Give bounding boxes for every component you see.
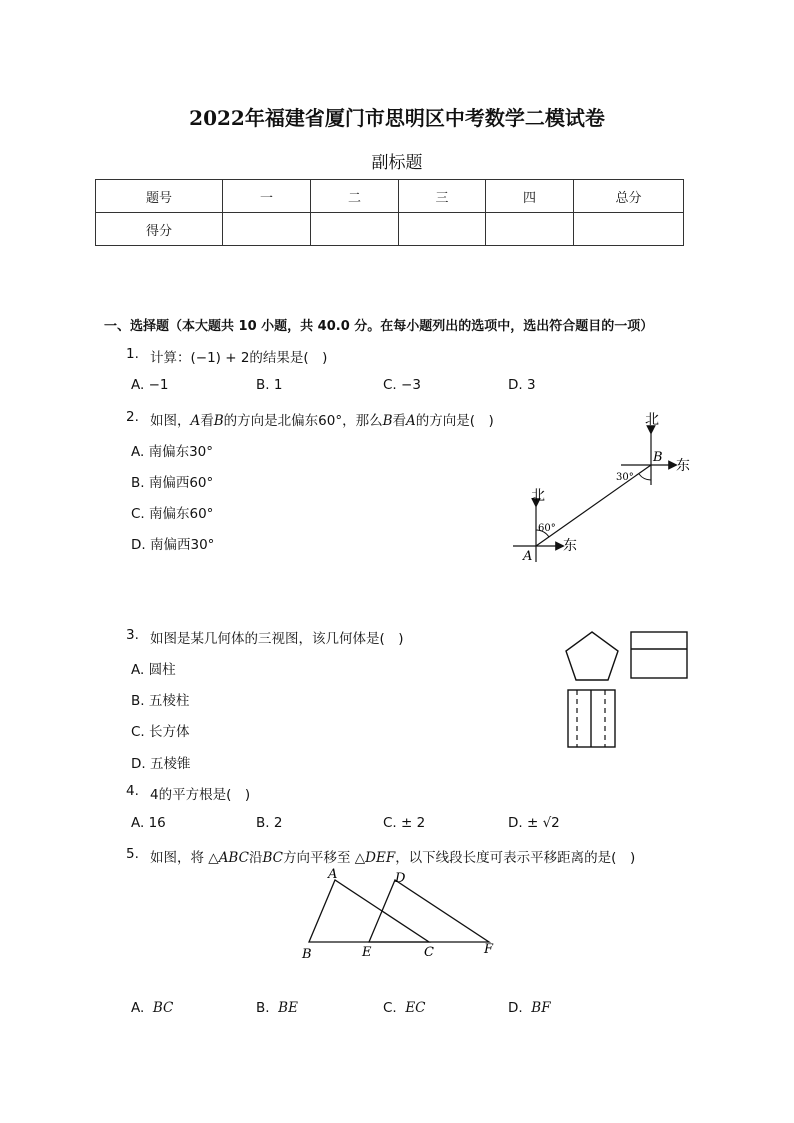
question-3-option-a: A. 圆柱 xyxy=(131,662,176,678)
east-label-a: 东 xyxy=(563,538,577,554)
question-2-option-a: A. 南偏东30° xyxy=(131,444,214,460)
score-cell-empty xyxy=(223,213,311,246)
point-label-a: A xyxy=(523,549,533,564)
question-1-option-c: C. −3 xyxy=(383,377,421,393)
question-3-number: 3. xyxy=(126,627,139,643)
question-2-option-b: B. 南偏西60° xyxy=(131,475,214,491)
score-cell-empty xyxy=(399,213,486,246)
question-4-number: 4. xyxy=(126,783,139,799)
point-label-d: D xyxy=(395,871,406,886)
question-4-option-a: A. 16 xyxy=(131,815,166,831)
question-5-figure xyxy=(295,866,510,966)
triangle-abc xyxy=(309,880,429,942)
point-label-b: B xyxy=(653,450,663,465)
question-1-number: 1. xyxy=(126,346,139,362)
score-table-score-row xyxy=(96,213,684,246)
question-3-option-c: C. 长方体 xyxy=(131,724,190,740)
question-4-option-d: D. ± √2 xyxy=(508,815,560,831)
question-5-option-c: C. EC xyxy=(383,1000,426,1016)
question-2-stem: 如图，A看B的方向是北偏东60°，那么B看A的方向是( ) xyxy=(150,413,494,429)
score-cell-empty xyxy=(486,213,574,246)
score-cell: 三 xyxy=(399,180,486,213)
point-label-a: A xyxy=(328,867,338,882)
question-5-option-d: D. BF xyxy=(508,1000,551,1016)
question-4-stem: 4的平方根是( ) xyxy=(150,787,251,803)
score-table xyxy=(95,179,684,246)
north-label-a: 北 xyxy=(531,488,545,504)
score-cell: 二 xyxy=(311,180,399,213)
question-5-number: 5. xyxy=(126,846,139,862)
north-label-b: 北 xyxy=(645,412,659,428)
score-cell: 得分 xyxy=(96,213,223,246)
point-label-e: E xyxy=(362,945,372,960)
question-1-option-b: B. 1 xyxy=(256,377,283,393)
page-subtitle: 副标题 xyxy=(371,153,423,173)
score-cell: 四 xyxy=(486,180,574,213)
score-cell-empty xyxy=(574,213,684,246)
question-4-option-c: C. ± 2 xyxy=(383,815,426,831)
question-5-option-b: B. BE xyxy=(256,1000,298,1016)
question-4-option-b: B. 2 xyxy=(256,815,283,831)
score-table-header-row xyxy=(96,180,684,213)
question-3-option-d: D. 五棱锥 xyxy=(131,756,191,772)
question-5-stem: 如图，将 △ABC沿BC方向平移至 △DEF，以下线段长度可表示平移距离的是( ) xyxy=(150,850,636,866)
point-label-f: F xyxy=(484,942,494,957)
question-3-stem: 如图是某几何体的三视图，该几何体是( ) xyxy=(150,631,404,647)
top-view-pentagon xyxy=(566,632,618,680)
score-cell: 题号 xyxy=(96,180,223,213)
question-2-number: 2. xyxy=(126,409,139,425)
score-cell: 一 xyxy=(223,180,311,213)
score-cell: 总分 xyxy=(574,180,684,213)
question-2-option-d: D. 南偏西30° xyxy=(131,537,215,553)
point-label-b: B xyxy=(302,947,312,962)
question-1-stem: 计算：(−1) + 2的结果是( ) xyxy=(150,350,328,366)
question-3-figure xyxy=(560,625,695,755)
front-view-rect xyxy=(631,632,687,678)
east-label-b: 东 xyxy=(676,458,690,474)
point-label-c: C xyxy=(424,945,434,960)
angle-label-b: 30° xyxy=(616,472,634,483)
question-2-option-c: C. 南偏东60° xyxy=(131,506,214,522)
section-heading: 一、选择题（本大题共 10 小题，共 40.0 分。在每小题列出的选项中，选出符合题目的一项） xyxy=(104,319,654,334)
question-1-option-a: A. −1 xyxy=(131,377,169,393)
angle-label-a: 60° xyxy=(538,523,556,534)
page-title: 2022年福建省厦门市思明区中考数学二模试卷 xyxy=(189,106,605,130)
question-5-option-a: A. BC xyxy=(131,1000,174,1016)
triangle-def xyxy=(369,880,489,942)
score-cell-empty xyxy=(311,213,399,246)
question-1-option-d: D. 3 xyxy=(508,377,536,393)
question-3-option-b: B. 五棱柱 xyxy=(131,693,190,709)
angle-arc-b xyxy=(639,474,651,480)
question-2-figure xyxy=(505,400,705,575)
